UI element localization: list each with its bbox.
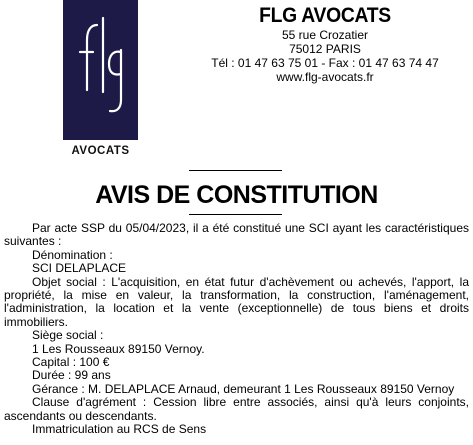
firm-logo (63, 0, 138, 166)
address-city: 75012 PARIS (289, 42, 361, 56)
logo-monogram (63, 0, 138, 140)
management-line: Gérance : M. DELAPLACE Arnaud, demeurant 1 Les Rousseaux 89150 Vernoy (32, 381, 455, 396)
approval-clause-paragraph: Clause d'agrément : Cession libre entre associés, ainsi qu'à leurs conjoints, ascendants ou descendants. (4, 395, 469, 423)
phone-fax: Tél : 01 47 63 75 01 - Fax : 01 47 63 74 47 (211, 56, 439, 70)
head-office-value: 1 Les Rousseaux 89150 Vernoy. (32, 341, 205, 356)
divider-bottom (189, 214, 282, 215)
notice-title: AVIS DE CONSTITUTION (95, 181, 378, 209)
duration-line: Durée : 99 ans (32, 368, 111, 383)
head-office-label: Siège social : (32, 328, 104, 343)
firm-name: FLG AVOCATS (259, 4, 391, 27)
notice-body (4, 222, 469, 437)
denomination-value: SCI DELAPLACE (32, 261, 127, 276)
logo-box (63, 0, 138, 140)
capital-line: Capital : 100 € (32, 355, 110, 370)
logo-wordmark: AVOCATS (71, 145, 130, 157)
website: www.flg-avocats.fr (276, 70, 374, 84)
social-object-paragraph: Objet social : L'acquisition, en état futur d'achèvement ou achevés, l'apport, la propriété, la mise en valeur, la transformation, la construction, l'aménagement, l'administration, la location et la vente (exceptionnelle) de tous biens et droits immobiliers. (4, 274, 469, 329)
intro-paragraph: Par acte SSP du 05/04/2023, il a été constitué une SCI ayant les caractéristiques suivantes : (4, 221, 469, 249)
firm-header (180, 3, 470, 84)
address-street: 55 rue Crozatier (281, 28, 369, 42)
divider-top (189, 170, 282, 171)
denomination-label: Dénomination : (32, 247, 113, 262)
registration-line: Immatriculation au RCS de Sens (32, 422, 207, 437)
